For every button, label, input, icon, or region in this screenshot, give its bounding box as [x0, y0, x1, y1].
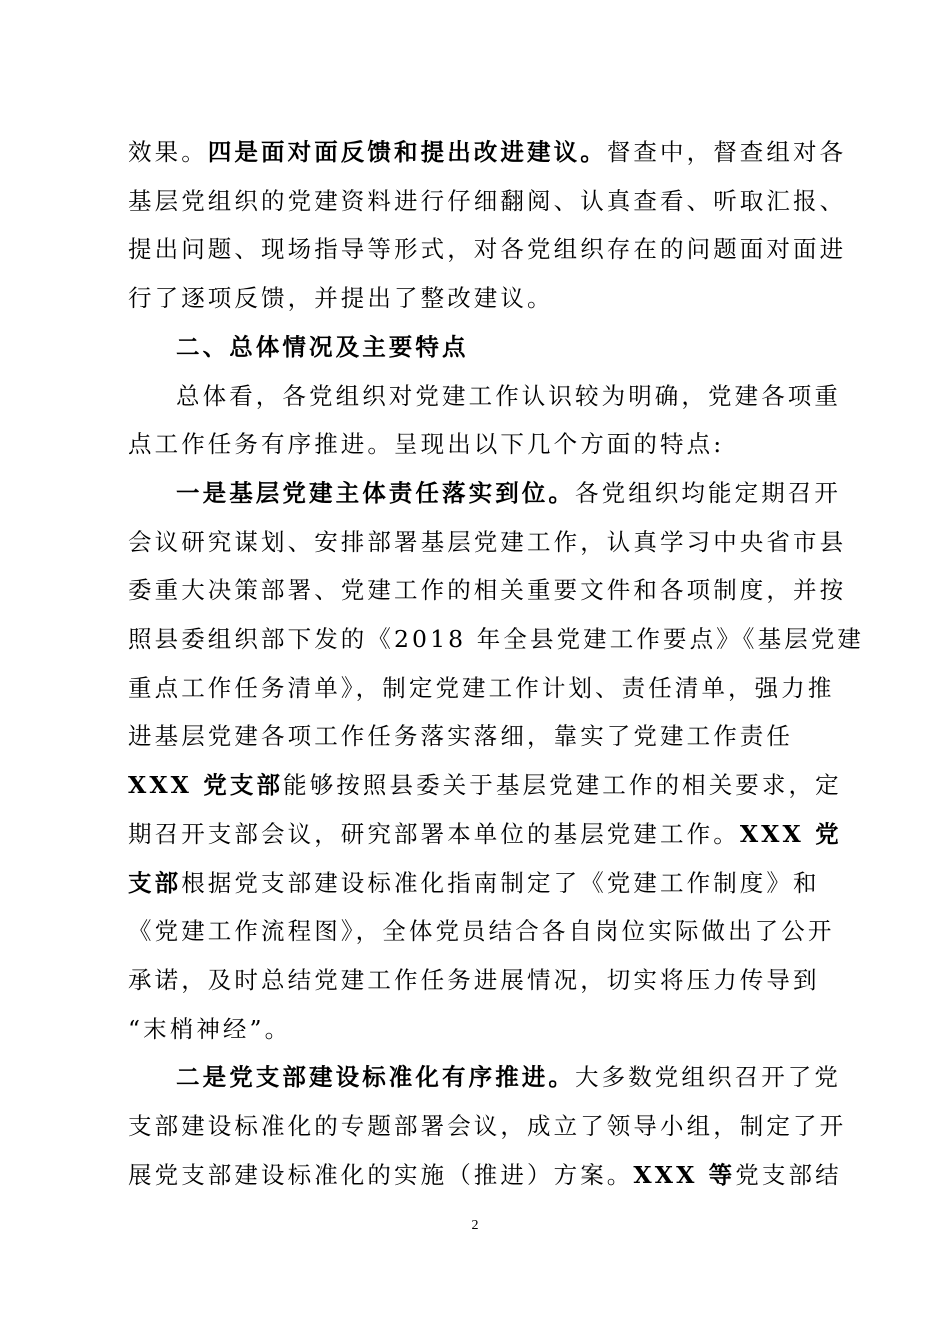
text-run: 基层党组织的党建资料进行仔细翻阅、认真查看、听取汇报、	[128, 186, 847, 215]
bold-run: XXX 等	[633, 1160, 736, 1189]
bold-run: 一是基层党建主体责任落实到位。	[176, 478, 575, 507]
bold-run: XXX 党支部	[128, 771, 284, 800]
heading-line	[176, 323, 824, 372]
text-line	[128, 225, 847, 274]
text-line	[128, 859, 824, 908]
paragraph-responsibility	[128, 469, 865, 1053]
text-run: 督查中，督查组对各	[606, 138, 847, 166]
text-run: 会议研究谋划、安排部署基层党建工作，认真学习中央省市县	[128, 527, 847, 556]
text-run: 重点工作任务清单》，制定党建工作计划、责任清单，强力推	[128, 673, 835, 702]
heading-text: 二、总体情况及主要特点	[176, 332, 469, 361]
paragraph-standardization	[128, 1053, 847, 1199]
text-run: 总体看，各党组织对党建工作认识较为明确，党建各项重	[176, 381, 841, 410]
text-run: 提出问题、现场指导等形式，对各党组织存在的问题面对面进	[128, 235, 847, 264]
document-body	[128, 128, 865, 1199]
section-heading	[128, 323, 824, 372]
text-line	[128, 469, 841, 518]
bold-run: 二是党支部建设标准化有序推进。	[176, 1063, 575, 1092]
text-run: 承诺，及时总结党建工作任务进展情况，切实将压力传导到	[128, 965, 820, 994]
text-run: 大多数党组织召开了党	[575, 1063, 841, 1092]
text-line	[128, 177, 847, 226]
text-line	[128, 761, 842, 810]
text-run: 展党支部建设标准化的实施（推进）方案。	[128, 1160, 634, 1189]
text-run: 各党组织均能定期召开	[575, 478, 841, 507]
text-run: 党支部结	[735, 1160, 842, 1189]
bold-run: XXX 党	[739, 819, 842, 848]
text-run: 能够按照县委关于基层党建工作的相关要求，定	[283, 771, 842, 800]
text-run: 根据党支部建设标准化指南制定了《党建工作制度》和	[181, 868, 820, 897]
text-line	[128, 1102, 847, 1151]
bold-run: 四是面对面反馈和提出改进建议。	[207, 138, 607, 166]
text-line	[128, 907, 835, 956]
text-run: 委重大决策部署、党建工作的相关重要文件和各项制度，并按	[128, 576, 847, 605]
text-line	[128, 1151, 842, 1200]
text-line	[128, 420, 824, 469]
text-line	[128, 615, 865, 664]
text-run: 《党建工作流程图》，全体党员结合各自岗位实际做出了公开	[128, 917, 835, 946]
text-line	[128, 1053, 841, 1102]
paragraph-feedback	[128, 128, 847, 323]
text-line	[128, 566, 847, 615]
text-line	[128, 956, 824, 1005]
text-line	[128, 664, 835, 713]
text-run: 期召开支部会议，研究部署本单位的基层党建工作。	[128, 819, 740, 848]
text-line	[128, 128, 847, 177]
bold-run: 支部	[128, 868, 182, 897]
page-number: 2	[471, 1218, 479, 1233]
paragraph-overview	[128, 372, 841, 469]
text-line	[128, 810, 842, 859]
text-line	[128, 518, 847, 567]
text-run: 支部建设标准化的专题部署会议，成立了领导小组，制定了开	[128, 1112, 847, 1141]
text-run: 点工作任务有序推进。呈现出以下几个方面的特点:	[128, 430, 725, 459]
text-run: “末梢神经”。	[128, 1014, 292, 1043]
text-run: 照县委组织部下发的《2018 年全县党建工作要点》《基层党建	[128, 625, 865, 654]
text-line	[128, 712, 824, 761]
text-line	[128, 274, 824, 323]
text-run: 效果。	[128, 138, 208, 166]
text-line	[128, 1005, 824, 1054]
text-line	[128, 372, 841, 421]
text-run: 进基层党建各项工作任务落实落细，靠实了党建工作责任	[128, 722, 793, 751]
text-run: 行了逐项反馈，并提出了整改建议。	[128, 284, 554, 313]
